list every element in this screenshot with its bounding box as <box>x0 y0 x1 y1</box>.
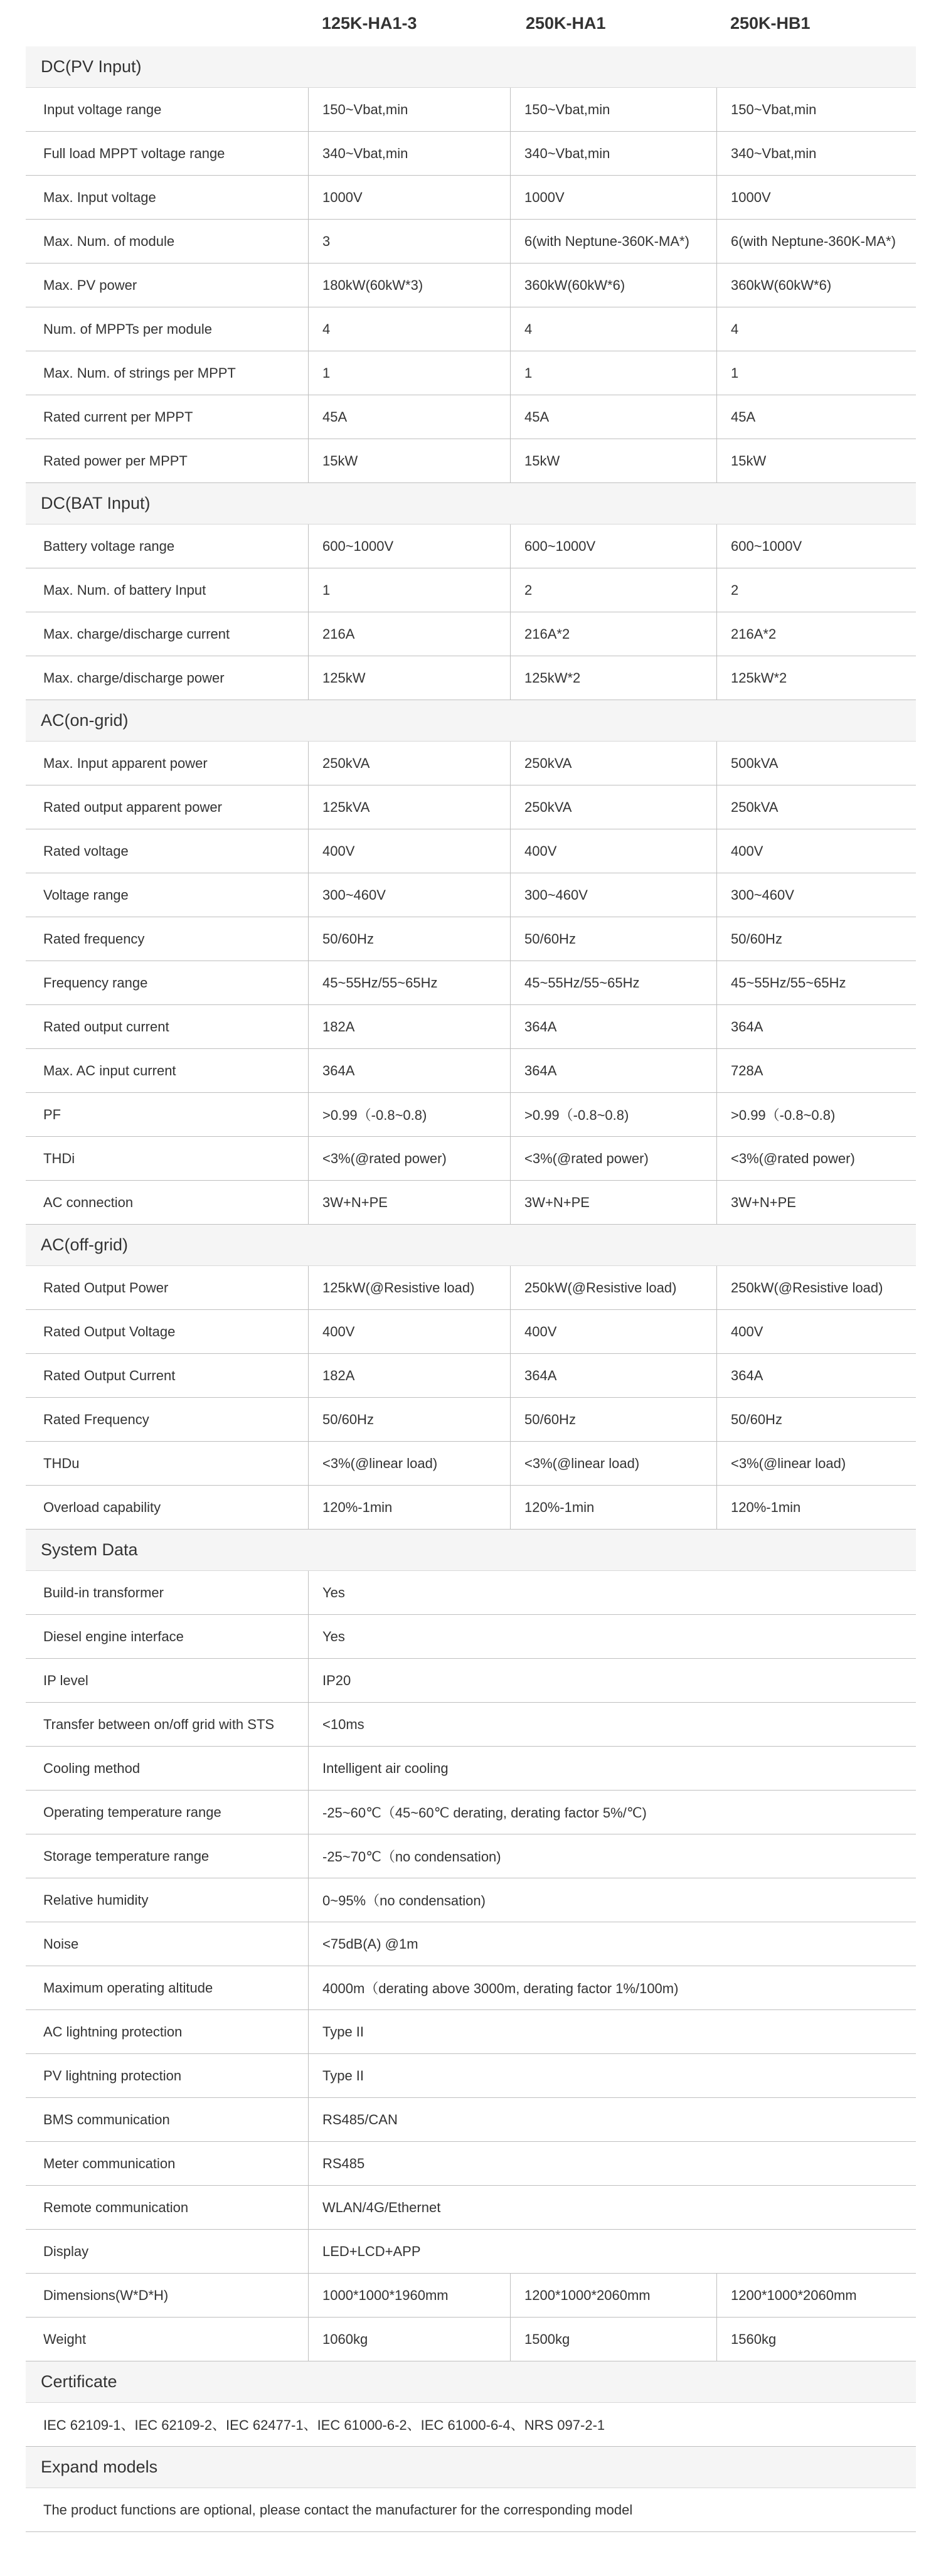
value-125k-ha1-3: 15kW <box>308 439 510 482</box>
value-125k-ha1-3: 3 <box>308 220 510 263</box>
value-250k-hb1: 400V <box>716 1310 916 1353</box>
shared-value: <75dB(A) @1m <box>308 1922 916 1966</box>
value-250k-ha1: 250kVA <box>510 785 716 829</box>
value-125k-ha1-3: 50/60Hz <box>308 917 510 961</box>
header-model-2: 250K-HA1 <box>526 14 606 33</box>
value-250k-hb1: 6(with Neptune-360K-MA*) <box>716 220 916 263</box>
value-250k-hb1: 4 <box>716 307 916 351</box>
row-label: Noise <box>43 1935 79 1952</box>
value-250k-ha1: 400V <box>510 1310 716 1353</box>
table-row <box>26 2488 916 2532</box>
shared-value: 4000m（derating above 3000m, derating factor 1%/100m) <box>308 1966 916 2009</box>
value-250k-hb1: 728A <box>716 1049 916 1092</box>
value-250k-ha1: 400V <box>510 829 716 873</box>
table-row <box>26 1354 916 1398</box>
value-250k-hb1: 3W+N+PE <box>716 1181 916 1224</box>
row-label: AC lightning protection <box>43 2023 183 2040</box>
value-250k-hb1: 360kW(60kW*6) <box>716 263 916 307</box>
value-250k-ha1: 340~Vbat,min <box>510 132 716 175</box>
value-250k-hb1: 45A <box>716 395 916 439</box>
row-label: Rated frequency <box>43 930 145 947</box>
value-250k-hb1: 150~Vbat,min <box>716 88 916 131</box>
table-row <box>26 1922 916 1966</box>
table-row <box>26 351 916 395</box>
row-label: BMS communication <box>43 2111 170 2127</box>
value-125k-ha1-3: 400V <box>308 829 510 873</box>
section-header: DC(PV Input) <box>26 46 916 88</box>
table-row <box>26 785 916 829</box>
table-row <box>26 1659 916 1703</box>
value-250k-ha1: 300~460V <box>510 873 716 917</box>
table-row <box>26 1181 916 1225</box>
row-label: Maximum operating altitude <box>43 1979 213 1996</box>
header-model-1: 125K-HA1-3 <box>322 14 417 33</box>
table-row <box>26 220 916 263</box>
value-250k-ha1: 125kW*2 <box>510 656 716 700</box>
table-row <box>26 2186 916 2230</box>
full-width-cell: The product functions are optional, please contact the manufacturer for the corresponding model <box>43 2501 633 2518</box>
value-125k-ha1-3: 1000*1000*1960mm <box>308 2274 510 2317</box>
value-125k-ha1-3: 45A <box>308 395 510 439</box>
row-label: Input voltage range <box>43 101 162 117</box>
row-label: Voltage range <box>43 886 129 903</box>
table-row <box>26 656 916 700</box>
row-label: AC connection <box>43 1194 134 1210</box>
full-width-cell: IEC 62109-1、IEC 62109-2、IEC 62477-1、IEC 61000-6-2、IEC 61000-6-4、NRS 097-2-1 <box>43 2417 605 2433</box>
value-250k-hb1: 1 <box>716 351 916 395</box>
row-label: Rated power per MPPT <box>43 452 188 469</box>
value-250k-ha1: <3%(@rated power) <box>510 1137 716 1180</box>
value-250k-ha1: 364A <box>510 1049 716 1092</box>
value-125k-ha1-3: 4 <box>308 307 510 351</box>
value-250k-hb1: 250kW(@Resistive load) <box>716 1266 916 1309</box>
row-label: Dimensions(W*D*H) <box>43 2287 169 2303</box>
table-row <box>26 1310 916 1354</box>
value-250k-ha1: 50/60Hz <box>510 917 716 961</box>
value-250k-ha1: 120%-1min <box>510 1486 716 1529</box>
row-label: Rated Output Current <box>43 1367 176 1383</box>
table-row <box>26 612 916 656</box>
value-125k-ha1-3: 150~Vbat,min <box>308 88 510 131</box>
value-125k-ha1-3: 180kW(60kW*3) <box>308 263 510 307</box>
value-250k-hb1: 500kVA <box>716 742 916 785</box>
table-row <box>26 2142 916 2186</box>
table-row <box>26 307 916 351</box>
row-label: Rated Output Voltage <box>43 1323 176 1339</box>
value-250k-ha1: 45A <box>510 395 716 439</box>
row-label: Max. Num. of battery Input <box>43 582 206 598</box>
row-label: Meter communication <box>43 2155 176 2171</box>
value-250k-hb1: 400V <box>716 829 916 873</box>
value-250k-hb1: 50/60Hz <box>716 917 916 961</box>
shared-value: 0~95%（no condensation) <box>308 1878 916 1922</box>
row-label: Max. AC input current <box>43 1062 176 1078</box>
table-row <box>26 524 916 568</box>
table-row <box>26 568 916 612</box>
value-250k-hb1: 250kVA <box>716 785 916 829</box>
row-label: Rated output apparent power <box>43 799 222 815</box>
shared-value: <10ms <box>308 1703 916 1746</box>
value-125k-ha1-3: 125kW <box>308 656 510 700</box>
row-label: Max. Input voltage <box>43 189 156 205</box>
value-250k-hb1: 120%-1min <box>716 1486 916 1529</box>
table-row <box>26 1966 916 2010</box>
section-header: DC(BAT Input) <box>26 483 916 524</box>
row-label: THDu <box>43 1455 80 1471</box>
value-125k-ha1-3: 340~Vbat,min <box>308 132 510 175</box>
shared-value: Type II <box>308 2010 916 2053</box>
row-label: PV lightning protection <box>43 2067 182 2084</box>
row-label: Rated Frequency <box>43 1411 149 1427</box>
row-label: Max. charge/discharge current <box>43 625 230 642</box>
table-row <box>26 1442 916 1486</box>
table-row <box>26 1615 916 1659</box>
table-row <box>26 1137 916 1181</box>
row-label: THDi <box>43 1150 75 1166</box>
table-row <box>26 1266 916 1310</box>
row-label: Max. Num. of strings per MPPT <box>43 365 236 381</box>
shared-value: WLAN/4G/Ethernet <box>308 2186 916 2229</box>
row-label: Cooling method <box>43 1760 141 1776</box>
value-250k-hb1: 45~55Hz/55~65Hz <box>716 961 916 1004</box>
row-label: Build-in transformer <box>43 1584 164 1600</box>
shared-value: -25~70℃（no condensation) <box>308 1834 916 1878</box>
value-125k-ha1-3: 182A <box>308 1005 510 1048</box>
row-label: Storage temperature range <box>43 1848 210 1864</box>
table-row <box>26 1747 916 1791</box>
value-125k-ha1-3: 1 <box>308 568 510 612</box>
row-label: Display <box>43 2243 89 2259</box>
table-row <box>26 1878 916 1922</box>
value-250k-ha1: 4 <box>510 307 716 351</box>
value-250k-ha1: 1000V <box>510 176 716 219</box>
shared-value: Yes <box>308 1571 916 1614</box>
value-250k-hb1: 50/60Hz <box>716 1398 916 1441</box>
row-label: Battery voltage range <box>43 538 175 554</box>
value-250k-ha1: 1500kg <box>510 2318 716 2361</box>
table-row <box>26 1791 916 1834</box>
value-125k-ha1-3: 1060kg <box>308 2318 510 2361</box>
table-row <box>26 961 916 1005</box>
value-125k-ha1-3: 3W+N+PE <box>308 1181 510 1224</box>
table-row <box>26 1486 916 1530</box>
value-250k-hb1: 216A*2 <box>716 612 916 656</box>
table-row <box>26 395 916 439</box>
table-row <box>26 2318 916 2361</box>
row-label: Rated current per MPPT <box>43 408 193 425</box>
table-row <box>26 132 916 176</box>
value-250k-ha1: 250kVA <box>510 742 716 785</box>
value-250k-hb1: 125kW*2 <box>716 656 916 700</box>
value-250k-hb1: 340~Vbat,min <box>716 132 916 175</box>
section-header: Certificate <box>26 2361 916 2403</box>
value-250k-hb1: 1200*1000*2060mm <box>716 2274 916 2317</box>
value-125k-ha1-3: 125kW(@Resistive load) <box>308 1266 510 1309</box>
value-250k-ha1: 364A <box>510 1354 716 1397</box>
value-250k-ha1: 150~Vbat,min <box>510 88 716 131</box>
value-250k-hb1: 600~1000V <box>716 524 916 568</box>
shared-value: RS485 <box>308 2142 916 2185</box>
row-label: Rated output current <box>43 1018 169 1035</box>
shared-value: IP20 <box>308 1659 916 1702</box>
table-row <box>26 1005 916 1049</box>
header-model-3: 250K-HB1 <box>730 14 811 33</box>
value-125k-ha1-3: 182A <box>308 1354 510 1397</box>
value-250k-ha1: 364A <box>510 1005 716 1048</box>
table-row <box>26 873 916 917</box>
value-250k-ha1: 1 <box>510 351 716 395</box>
value-125k-ha1-3: 600~1000V <box>308 524 510 568</box>
shared-value: -25~60℃（45~60℃ derating, derating factor 5%/℃) <box>308 1791 916 1834</box>
value-125k-ha1-3: 216A <box>308 612 510 656</box>
value-250k-hb1: 1560kg <box>716 2318 916 2361</box>
value-125k-ha1-3: 125kVA <box>308 785 510 829</box>
table-header <box>0 0 941 46</box>
shared-value: Yes <box>308 1615 916 1658</box>
row-label: Weight <box>43 2331 87 2347</box>
table-row <box>26 2403 916 2447</box>
value-125k-ha1-3: <3%(@rated power) <box>308 1137 510 1180</box>
row-label: Max. charge/discharge power <box>43 669 225 686</box>
table-row <box>26 88 916 132</box>
value-250k-hb1: 364A <box>716 1354 916 1397</box>
table-row <box>26 1834 916 1878</box>
row-label: Rated voltage <box>43 843 129 859</box>
row-label: IP level <box>43 1672 88 1688</box>
table-row <box>26 1398 916 1442</box>
shared-value: Type II <box>308 2054 916 2097</box>
table-row <box>26 917 916 961</box>
value-125k-ha1-3: 1000V <box>308 176 510 219</box>
table-row <box>26 829 916 873</box>
value-250k-hb1: 15kW <box>716 439 916 482</box>
value-250k-ha1: 600~1000V <box>510 524 716 568</box>
row-label: Transfer between on/off grid with STS <box>43 1716 275 1732</box>
table-body <box>26 46 916 2532</box>
value-250k-hb1: >0.99（-0.8~0.8) <box>716 1093 916 1136</box>
row-label: Operating temperature range <box>43 1804 221 1820</box>
row-label: Max. Num. of module <box>43 233 175 249</box>
value-125k-ha1-3: 300~460V <box>308 873 510 917</box>
value-250k-ha1: <3%(@linear load) <box>510 1442 716 1485</box>
table-row <box>26 176 916 220</box>
table-row <box>26 263 916 307</box>
value-250k-hb1: 1000V <box>716 176 916 219</box>
row-label: Rated Output Power <box>43 1279 169 1296</box>
value-125k-ha1-3: 364A <box>308 1049 510 1092</box>
section-header: AC(on-grid) <box>26 700 916 742</box>
shared-value: Intelligent air cooling <box>308 1747 916 1790</box>
section-header: System Data <box>26 1530 916 1571</box>
value-250k-ha1: 2 <box>510 568 716 612</box>
row-label: Max. PV power <box>43 277 137 293</box>
table-row <box>26 1049 916 1093</box>
value-250k-ha1: 360kW(60kW*6) <box>510 263 716 307</box>
value-250k-hb1: 300~460V <box>716 873 916 917</box>
table-row <box>26 1571 916 1615</box>
shared-value: RS485/CAN <box>308 2098 916 2141</box>
row-label: Num. of MPPTs per module <box>43 321 212 337</box>
value-125k-ha1-3: 45~55Hz/55~65Hz <box>308 961 510 1004</box>
table-row <box>26 439 916 483</box>
row-label: Full load MPPT voltage range <box>43 145 225 161</box>
value-250k-ha1: 3W+N+PE <box>510 1181 716 1224</box>
value-125k-ha1-3: 400V <box>308 1310 510 1353</box>
section-header: AC(off-grid) <box>26 1225 916 1266</box>
value-125k-ha1-3: 50/60Hz <box>308 1398 510 1441</box>
value-250k-ha1: 1200*1000*2060mm <box>510 2274 716 2317</box>
value-250k-ha1: 50/60Hz <box>510 1398 716 1441</box>
value-250k-hb1: <3%(@linear load) <box>716 1442 916 1485</box>
row-label: Relative humidity <box>43 1892 149 1908</box>
table-row <box>26 2230 916 2274</box>
row-label: Overload capability <box>43 1499 161 1515</box>
value-250k-ha1: 6(with Neptune-360K-MA*) <box>510 220 716 263</box>
value-250k-ha1: 45~55Hz/55~65Hz <box>510 961 716 1004</box>
value-250k-ha1: >0.99（-0.8~0.8) <box>510 1093 716 1136</box>
table-row <box>26 2054 916 2098</box>
value-250k-hb1: <3%(@rated power) <box>716 1137 916 1180</box>
value-125k-ha1-3: >0.99（-0.8~0.8) <box>308 1093 510 1136</box>
value-250k-ha1: 216A*2 <box>510 612 716 656</box>
shared-value: LED+LCD+APP <box>308 2230 916 2273</box>
row-label: Frequency range <box>43 974 148 991</box>
table-row <box>26 2010 916 2054</box>
table-row <box>26 1703 916 1747</box>
table-row <box>26 1093 916 1137</box>
table-row <box>26 2098 916 2142</box>
table-row <box>26 2274 916 2318</box>
value-125k-ha1-3: 120%-1min <box>308 1486 510 1529</box>
value-250k-ha1: 15kW <box>510 439 716 482</box>
value-125k-ha1-3: <3%(@linear load) <box>308 1442 510 1485</box>
value-125k-ha1-3: 250kVA <box>308 742 510 785</box>
row-label: Diesel engine interface <box>43 1628 184 1644</box>
row-label: Remote communication <box>43 2199 189 2215</box>
value-250k-hb1: 364A <box>716 1005 916 1048</box>
row-label: PF <box>43 1106 61 1122</box>
table-row <box>26 742 916 785</box>
value-125k-ha1-3: 1 <box>308 351 510 395</box>
row-label: Max. Input apparent power <box>43 755 208 771</box>
section-header: Expand models <box>26 2447 916 2488</box>
value-250k-ha1: 250kW(@Resistive load) <box>510 1266 716 1309</box>
value-250k-hb1: 2 <box>716 568 916 612</box>
